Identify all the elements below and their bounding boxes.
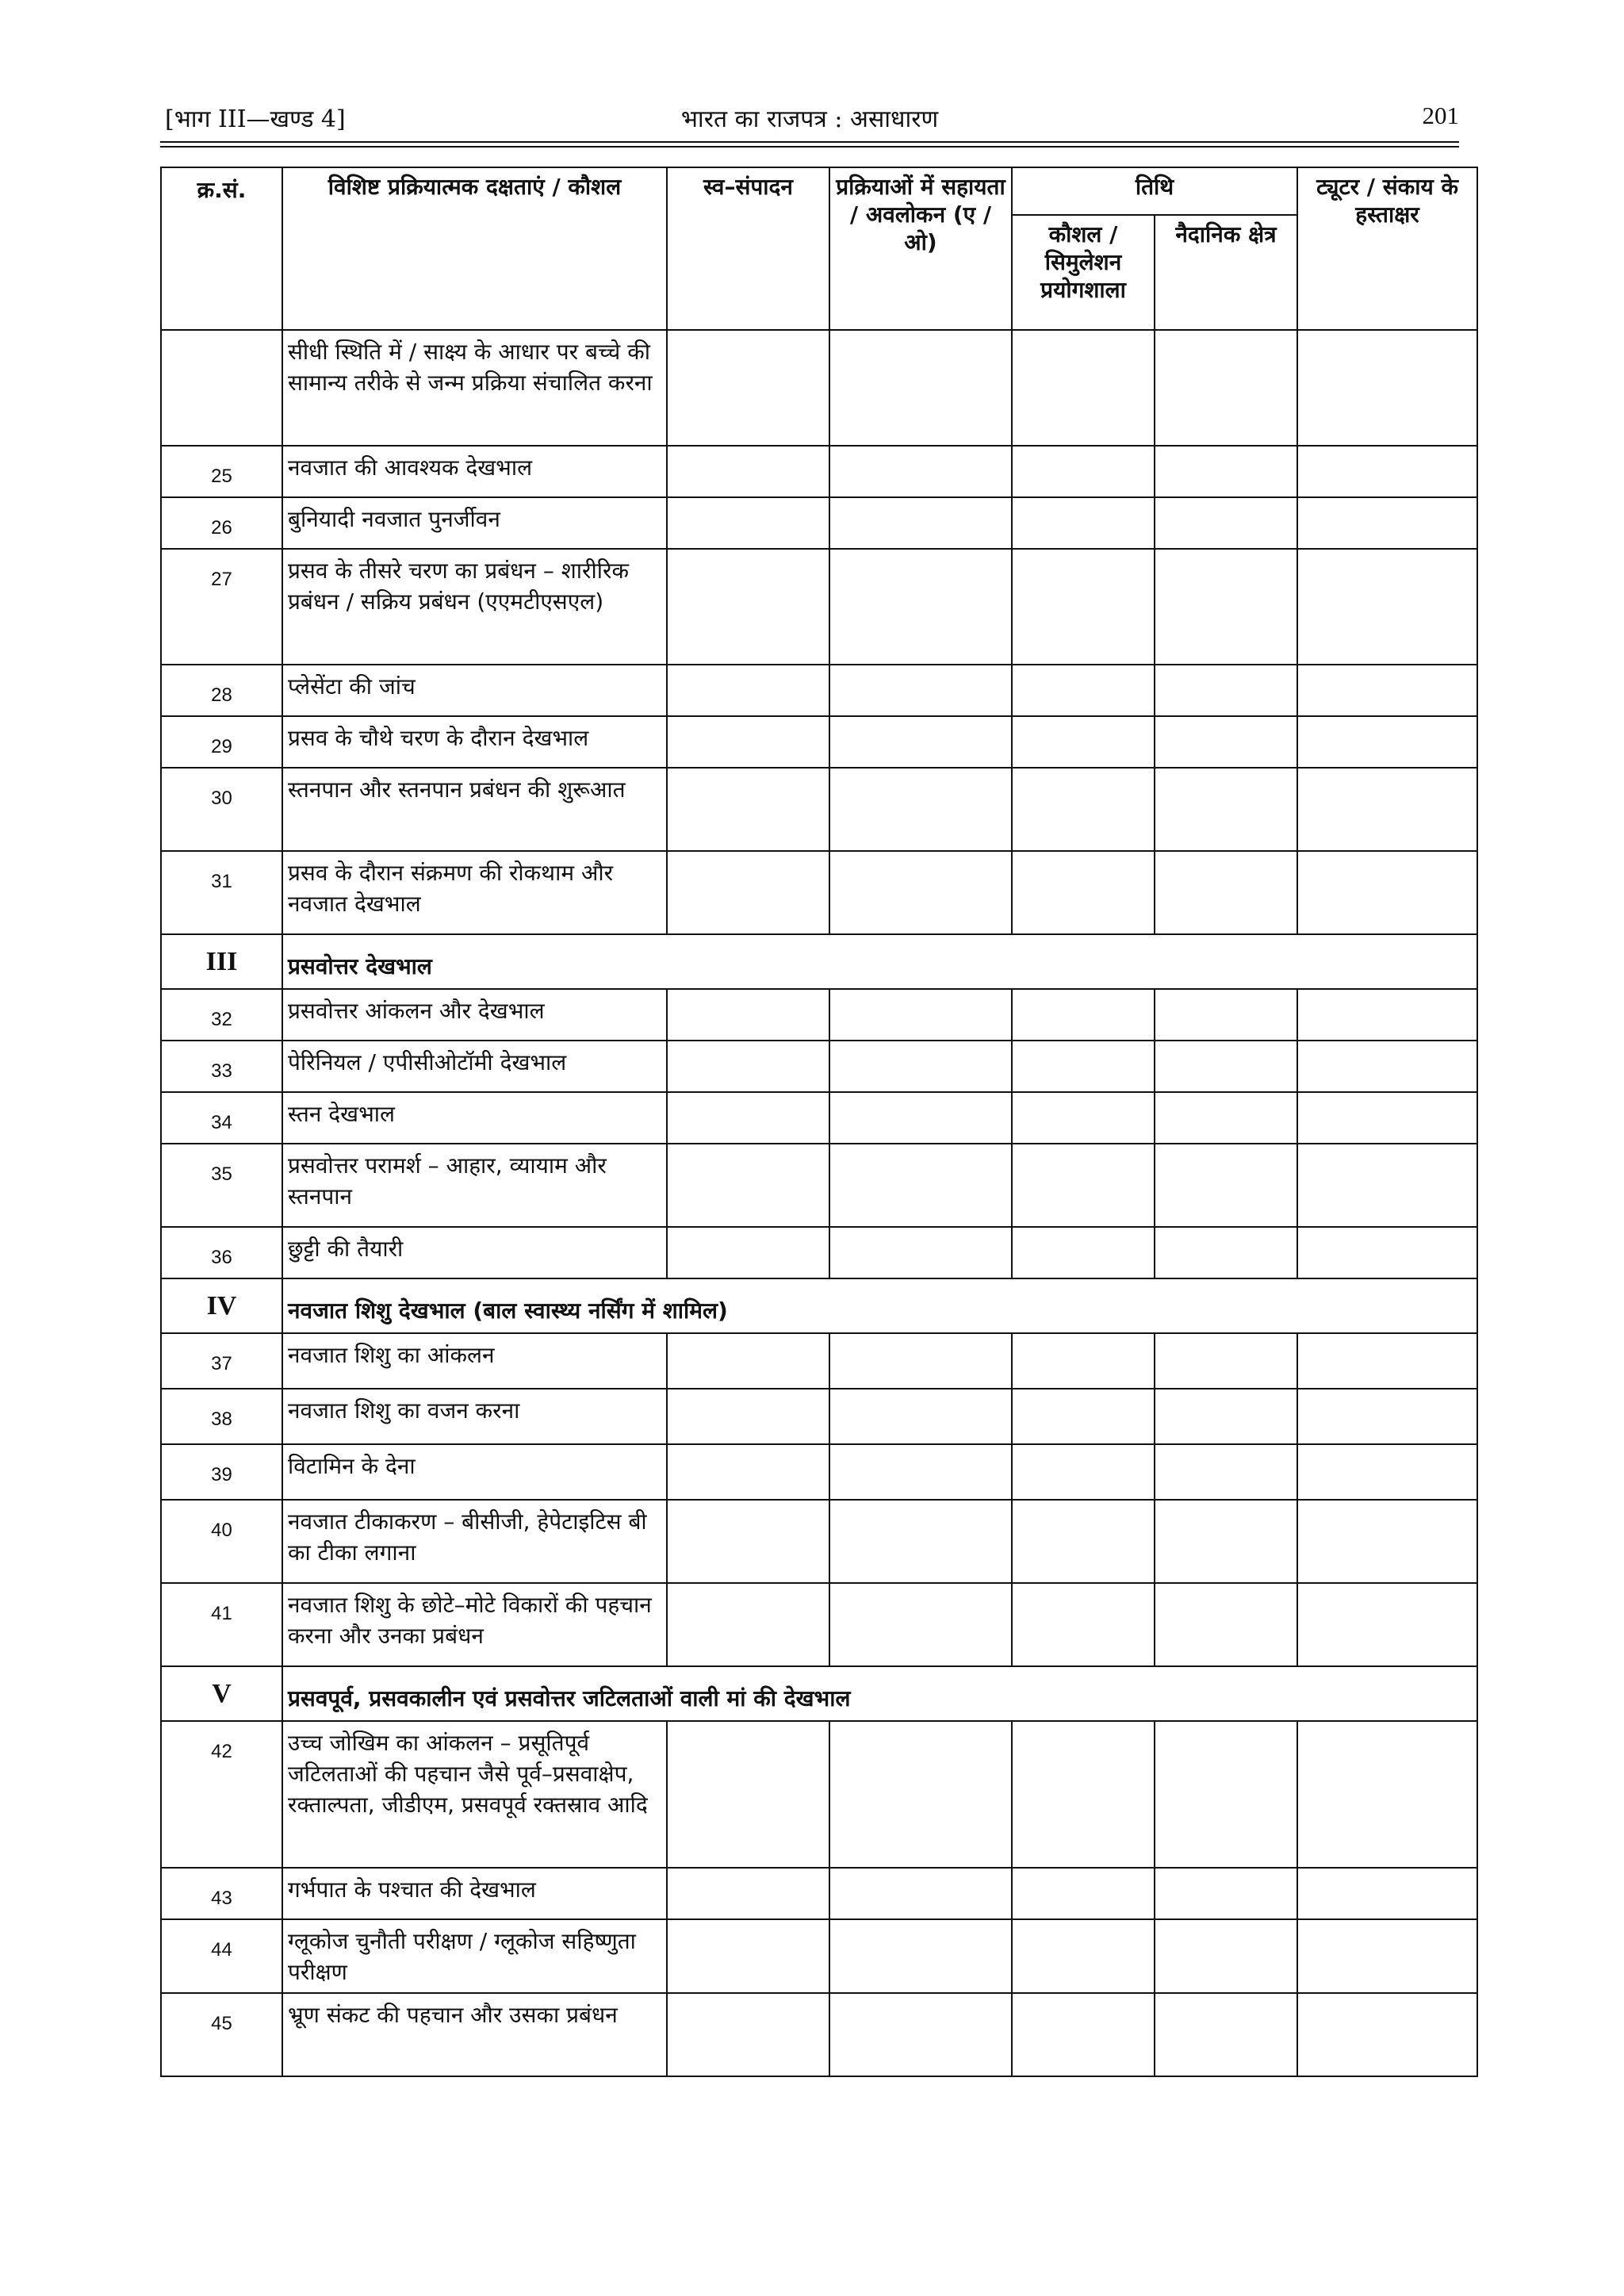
row-number: 38 [161, 1389, 282, 1444]
assist-cell [829, 716, 1012, 768]
row-number: 29 [161, 716, 282, 768]
skill-lab-date-cell [1012, 851, 1155, 934]
assist-cell [829, 497, 1012, 549]
self-practice-cell [667, 665, 829, 716]
skill-text: भ्रूण संकट की पहचान और उसका प्रबंधन [282, 1993, 667, 2076]
col-header-serial: क्र.सं. [161, 167, 282, 330]
assist-cell [829, 1500, 1012, 1583]
row-number: 34 [161, 1092, 282, 1144]
signature-cell [1297, 1092, 1477, 1144]
self-practice-cell [667, 1092, 829, 1144]
signature-cell [1297, 446, 1477, 497]
row-number: 42 [161, 1721, 282, 1868]
assist-cell [829, 1919, 1012, 1993]
assist-cell [829, 1444, 1012, 1500]
clinical-date-cell [1155, 716, 1297, 768]
signature-cell [1297, 1868, 1477, 1919]
self-practice-cell [667, 1583, 829, 1666]
clinical-date-cell [1155, 446, 1297, 497]
self-practice-cell [667, 768, 829, 851]
clinical-date-cell [1155, 497, 1297, 549]
table-row [161, 1721, 1477, 1868]
col-header-signature: ट्यूटर / संकाय के हस्ताक्षर [1297, 167, 1477, 330]
section-title: नवजात शिशु देखभाल (बाल स्वास्थ्य नर्सिंग में शामिल) [282, 1278, 1477, 1333]
gazette-part: [भाग III—खण्ड 4] [165, 105, 346, 133]
col-header-date: तिथि [1012, 167, 1297, 215]
col-header-clinical-area: नैदानिक क्षेत्र [1155, 215, 1297, 330]
self-practice-cell [667, 1500, 829, 1583]
signature-cell [1297, 330, 1477, 446]
clinical-date-cell [1155, 1227, 1297, 1278]
table-body [161, 330, 1477, 2076]
clinical-date-cell [1155, 1919, 1297, 1993]
assist-cell [829, 1041, 1012, 1092]
assist-cell [829, 1333, 1012, 1389]
table-row [161, 989, 1477, 1041]
assist-cell [829, 665, 1012, 716]
table-row [161, 1919, 1477, 1993]
signature-cell [1297, 716, 1477, 768]
self-practice-cell [667, 330, 829, 446]
row-number: 39 [161, 1444, 282, 1500]
table-row [161, 1389, 1477, 1444]
skill-text: स्तनपान और स्तनपान प्रबंधन की शुरूआत [282, 768, 667, 851]
table-row [161, 1500, 1477, 1583]
row-number: 36 [161, 1227, 282, 1278]
clinical-date-cell [1155, 1041, 1297, 1092]
skill-text: प्लेसेंटा की जांच [282, 665, 667, 716]
assist-cell [829, 1092, 1012, 1144]
row-number: 27 [161, 549, 282, 665]
clinical-date-cell [1155, 989, 1297, 1041]
skill-text: नवजात शिशु का वजन करना [282, 1389, 667, 1444]
clinical-date-cell [1155, 330, 1297, 446]
col-header-skill: विशिष्ट प्रक्रियात्मक दक्षताएं / कौशल [282, 167, 667, 330]
self-practice-cell [667, 1721, 829, 1868]
skill-lab-date-cell [1012, 716, 1155, 768]
table-row [161, 1993, 1477, 2076]
skill-text: प्रसव के चौथे चरण के दौरान देखभाल [282, 716, 667, 768]
skill-lab-date-cell [1012, 1389, 1155, 1444]
skill-lab-date-cell [1012, 330, 1155, 446]
skill-text: उच्च जोखिम का आंकलन – प्रसूतिपूर्व जटिलताओं की पहचान जैसे पूर्व–प्रसवाक्षेप, रक्ताल्पता, जीडीएम, प्रसवपूर्व रक्तस्राव आदि [282, 1721, 667, 1868]
clinical-date-cell [1155, 1868, 1297, 1919]
page-number: 201 [1422, 102, 1459, 129]
skill-text: प्रसवोत्तर परामर्श – आहार, व्यायाम और स्तनपान [282, 1144, 667, 1227]
skill-text: गर्भपात के पश्चात की देखभाल [282, 1868, 667, 1919]
skill-lab-date-cell [1012, 1144, 1155, 1227]
table-row [161, 716, 1477, 768]
skill-text: प्रसव के तीसरे चरण का प्रबंधन – शारीरिक प्रबंधन / सक्रिय प्रबंधन (एएमटीएसएल) [282, 549, 667, 665]
row-number: 37 [161, 1333, 282, 1389]
clinical-date-cell [1155, 1092, 1297, 1144]
table-row [161, 330, 1477, 446]
clinical-date-cell [1155, 549, 1297, 665]
self-practice-cell [667, 497, 829, 549]
signature-cell [1297, 851, 1477, 934]
self-practice-cell [667, 1993, 829, 2076]
section-number: III [161, 934, 282, 989]
skill-text: नवजात शिशु के छोटे–मोटे विकारों की पहचान करना और उनका प्रबंधन [282, 1583, 667, 1666]
section-title: प्रसवपूर्व, प्रसवकालीन एवं प्रसवोत्तर जटिलताओं वाली मां की देखभाल [282, 1666, 1477, 1721]
row-number: 30 [161, 768, 282, 851]
skill-lab-date-cell [1012, 989, 1155, 1041]
skill-lab-date-cell [1012, 768, 1155, 851]
table-row [161, 1144, 1477, 1227]
clinical-date-cell [1155, 1500, 1297, 1583]
skill-text: पेरिनियल / एपीसीओटॉमी देखभाल [282, 1041, 667, 1092]
self-practice-cell [667, 1144, 829, 1227]
table-row [161, 665, 1477, 716]
row-number: 43 [161, 1868, 282, 1919]
clinical-date-cell [1155, 1333, 1297, 1389]
skill-text: स्तन देखभाल [282, 1092, 667, 1144]
self-practice-cell [667, 1919, 829, 1993]
row-number: 44 [161, 1919, 282, 1993]
clinical-date-cell [1155, 1144, 1297, 1227]
signature-cell [1297, 768, 1477, 851]
assist-cell [829, 1389, 1012, 1444]
self-practice-cell [667, 1333, 829, 1389]
assist-cell [829, 1583, 1012, 1666]
signature-cell [1297, 1227, 1477, 1278]
header-rule-top [160, 141, 1459, 143]
section-row [161, 1666, 1477, 1721]
assist-cell [829, 1993, 1012, 2076]
table-row [161, 1041, 1477, 1092]
skill-lab-date-cell [1012, 1868, 1155, 1919]
clinical-date-cell [1155, 1583, 1297, 1666]
skill-text: सीधी स्थिति में / साक्ष्य के आधार पर बच्चे की सामान्य तरीके से जन्म प्रक्रिया संचालित करना [282, 330, 667, 446]
skill-text: प्रसव के दौरान संक्रमण की रोकथाम और नवजात देखभाल [282, 851, 667, 934]
signature-cell [1297, 1919, 1477, 1993]
skill-text: नवजात शिशु का आंकलन [282, 1333, 667, 1389]
skill-lab-date-cell [1012, 1092, 1155, 1144]
assist-cell [829, 446, 1012, 497]
skill-text: बुनियादी नवजात पुनर्जीवन [282, 497, 667, 549]
table-row [161, 497, 1477, 549]
skill-lab-date-cell [1012, 446, 1155, 497]
table-row [161, 446, 1477, 497]
section-number: IV [161, 1278, 282, 1333]
col-header-skill-lab: कौशल / सिमुलेशन प्रयोगशाला [1012, 215, 1155, 330]
self-practice-cell [667, 1868, 829, 1919]
section-title: प्रसवोत्तर देखभाल [282, 934, 1477, 989]
assist-cell [829, 1227, 1012, 1278]
signature-cell [1297, 1389, 1477, 1444]
skill-lab-date-cell [1012, 1444, 1155, 1500]
header-rule-bottom [160, 146, 1459, 148]
self-practice-cell [667, 1227, 829, 1278]
table-row [161, 1092, 1477, 1144]
page-header [160, 102, 1459, 140]
skill-lab-date-cell [1012, 1227, 1155, 1278]
table-row [161, 851, 1477, 934]
skill-lab-date-cell [1012, 665, 1155, 716]
clinical-date-cell [1155, 1444, 1297, 1500]
clinical-date-cell [1155, 1993, 1297, 2076]
self-practice-cell [667, 1389, 829, 1444]
signature-cell [1297, 1144, 1477, 1227]
skill-text: विटामिन के देना [282, 1444, 667, 1500]
clinical-date-cell [1155, 768, 1297, 851]
signature-cell [1297, 497, 1477, 549]
signature-cell [1297, 1500, 1477, 1583]
signature-cell [1297, 1333, 1477, 1389]
signature-cell [1297, 1721, 1477, 1868]
header-row-1 [161, 167, 1477, 215]
table-row [161, 549, 1477, 665]
skill-text: छुट्टी की तैयारी [282, 1227, 667, 1278]
table-row [161, 1583, 1477, 1666]
assist-cell [829, 330, 1012, 446]
clinical-date-cell [1155, 1389, 1297, 1444]
assist-cell [829, 989, 1012, 1041]
table-row [161, 1868, 1477, 1919]
clinical-date-cell [1155, 851, 1297, 934]
section-row [161, 934, 1477, 989]
row-number: 40 [161, 1500, 282, 1583]
assist-cell [829, 549, 1012, 665]
skill-lab-date-cell [1012, 1919, 1155, 1993]
skill-lab-date-cell [1012, 1993, 1155, 2076]
signature-cell [1297, 989, 1477, 1041]
row-number: 45 [161, 1993, 282, 2076]
signature-cell [1297, 1993, 1477, 2076]
clinical-date-cell [1155, 1721, 1297, 1868]
signature-cell [1297, 665, 1477, 716]
row-number [161, 330, 282, 446]
skill-lab-date-cell [1012, 1041, 1155, 1092]
assist-cell [829, 768, 1012, 851]
skill-text: ग्लूकोज चुनौती परीक्षण / ग्लूकोज सहिष्णुता परीक्षण [282, 1919, 667, 1993]
self-practice-cell [667, 446, 829, 497]
assist-cell [829, 1144, 1012, 1227]
self-practice-cell [667, 549, 829, 665]
skill-lab-date-cell [1012, 1500, 1155, 1583]
self-practice-cell [667, 851, 829, 934]
clinical-date-cell [1155, 665, 1297, 716]
self-practice-cell [667, 989, 829, 1041]
self-practice-cell [667, 716, 829, 768]
assist-cell [829, 1868, 1012, 1919]
row-number: 32 [161, 989, 282, 1041]
assist-cell [829, 1721, 1012, 1868]
signature-cell [1297, 1444, 1477, 1500]
table-row [161, 1227, 1477, 1278]
row-number: 33 [161, 1041, 282, 1092]
skill-lab-date-cell [1012, 1333, 1155, 1389]
skill-lab-date-cell [1012, 1721, 1155, 1868]
signature-cell [1297, 1583, 1477, 1666]
table-row [161, 768, 1477, 851]
col-header-self-practice: स्व–संपादन [667, 167, 829, 330]
row-number: 35 [161, 1144, 282, 1227]
self-practice-cell [667, 1444, 829, 1500]
skill-lab-date-cell [1012, 497, 1155, 549]
col-header-assist: प्रक्रियाओं में सहायता / अवलोकन (ए / ओ) [829, 167, 1012, 330]
assist-cell [829, 851, 1012, 934]
row-number: 31 [161, 851, 282, 934]
section-row [161, 1278, 1477, 1333]
row-number: 41 [161, 1583, 282, 1666]
skill-lab-date-cell [1012, 1583, 1155, 1666]
skills-table [160, 167, 1478, 2077]
signature-cell [1297, 1041, 1477, 1092]
section-number: V [161, 1666, 282, 1721]
row-number: 26 [161, 497, 282, 549]
signature-cell [1297, 549, 1477, 665]
self-practice-cell [667, 1041, 829, 1092]
table-row [161, 1444, 1477, 1500]
skill-lab-date-cell [1012, 549, 1155, 665]
skill-text: प्रसवोत्तर आंकलन और देखभाल [282, 989, 667, 1041]
table-row [161, 1333, 1477, 1389]
gazette-title: भारत का राजपत्र : असाधारण [680, 105, 939, 133]
skill-text: नवजात टीकाकरण – बीसीजी, हेपेटाइटिस बी का टीका लगाना [282, 1500, 667, 1583]
row-number: 25 [161, 446, 282, 497]
skill-text: नवजात की आवश्यक देखभाल [282, 446, 667, 497]
row-number: 28 [161, 665, 282, 716]
